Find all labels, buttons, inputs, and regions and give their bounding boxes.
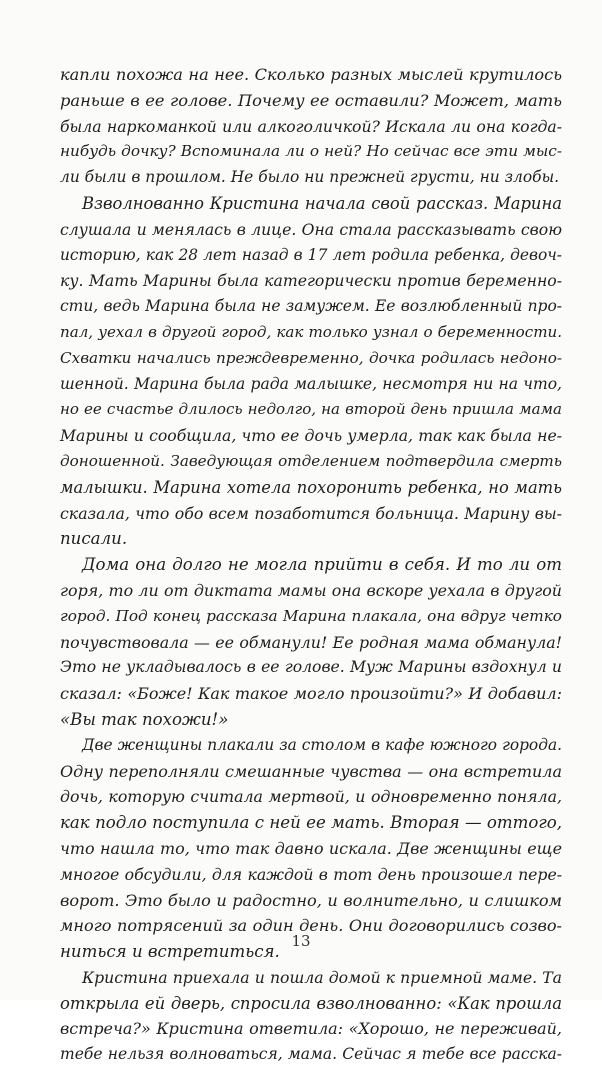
text-line: ворот. Это было и радостно, и волнительно, и слишком	[60, 890, 562, 910]
text-line: нибудь дочку? Вспоминала ли о ней? Но сейчас все эти мыс-	[60, 142, 562, 161]
text-line: Это не укладывалось в ее голове. Муж Марины вздохнул и	[60, 658, 562, 677]
text-line: много потрясений за один день. Они договорились созво-	[60, 916, 562, 936]
text-line: ниться и встретиться.	[60, 942, 280, 962]
text-line: но ее счастье длилось недолго, на второй день пришла мама	[60, 400, 562, 419]
text-line: тебе нельзя волноваться, мама. Сейчас я тебе все расска-	[60, 1045, 562, 1064]
text-line: сти, ведь Марина была не замужем. Ее возлюбленный про-	[60, 297, 562, 316]
paragraph	[60, 733, 562, 965]
text-line: ку. Мать Марины была категорически против беременно-	[60, 271, 562, 291]
text-line: сказала, что обо всем позаботится больница. Марину вы-	[60, 503, 562, 523]
paragraph	[60, 62, 562, 191]
text-line: город. Под конец рассказа Марина плакала, она вдруг четко	[60, 606, 562, 625]
page-number: 13	[291, 932, 311, 950]
text-line: Кристина приехала и пошла домой к приемной маме. Та	[82, 967, 562, 987]
page-body-text	[60, 62, 562, 1068]
text-line: «Вы так похожи!»	[60, 709, 229, 729]
text-line: была наркоманкой или алкоголичкой? Искала ли она когда-	[60, 116, 562, 136]
text-line: открыла ей дверь, спросила взволнованно: «Как прошла	[60, 993, 562, 1013]
text-line: Одну переполняли смешанные чувства — она встретила	[60, 761, 562, 781]
text-line: Дома она долго не могла прийти в себя. И то ли от	[82, 555, 562, 575]
text-line: Схватки начались преждевременно, дочка родилась недоно-	[60, 348, 562, 367]
text-line: дочь, которую считала мертвой, и одновременно поняла,	[60, 787, 562, 807]
paragraph	[60, 965, 562, 1068]
text-line: что нашла то, что так давно искала. Две женщины еще	[60, 838, 562, 858]
text-line: шенной. Марина была рада малышке, несмотря ни на что,	[60, 374, 562, 393]
text-line: почувствовала — ее обманули! Ее родная мама обманула!	[60, 632, 562, 652]
paragraph	[60, 191, 562, 552]
text-line: Марины и сообщила, что ее дочь умерла, так как была не-	[60, 426, 562, 446]
text-line: пал, уехал в другой город, как только узнал о беременности.	[60, 322, 562, 341]
text-line: Взволнованно Кристина начала свой рассказ. Марина	[82, 193, 562, 213]
text-line: как подло поступила с ней ее мать. Вторая — оттого,	[60, 813, 562, 833]
text-line: многое обсудили, для каждой в тот день произошел пере-	[60, 864, 562, 884]
text-line: встреча?» Кристина ответила: «Хорошо, не переживай,	[60, 1019, 562, 1039]
paragraph	[60, 552, 562, 733]
text-line: писали.	[60, 529, 128, 549]
text-line: горя, то ли от диктата мамы она вскоре уехала в другой	[60, 580, 562, 600]
text-line: доношенной. Заведующая отделением подтвердила смерть	[60, 451, 562, 470]
text-line: сказал: «Боже! Как такое могло произойти?» И добавил:	[60, 684, 562, 704]
text-line: Две женщины плакали за столом в кафе южного города.	[82, 735, 562, 754]
text-line: слушала и менялась в лице. Она стала рассказывать свою	[60, 219, 562, 239]
text-line: раньше в ее голове. Почему ее оставили? Может, мать	[60, 90, 562, 110]
text-line: капли похожа на нее. Сколько разных мыслей крутилось	[60, 65, 562, 84]
text-line: историю, как 28 лет назад в 17 лет родила ребенка, девоч-	[60, 245, 562, 264]
text-line: малышки. Марина хотела похоронить ребенка, но мать	[60, 477, 562, 497]
text-line: ли были в прошлом. Не было ни прежней грусти, ни злобы.	[60, 168, 560, 187]
